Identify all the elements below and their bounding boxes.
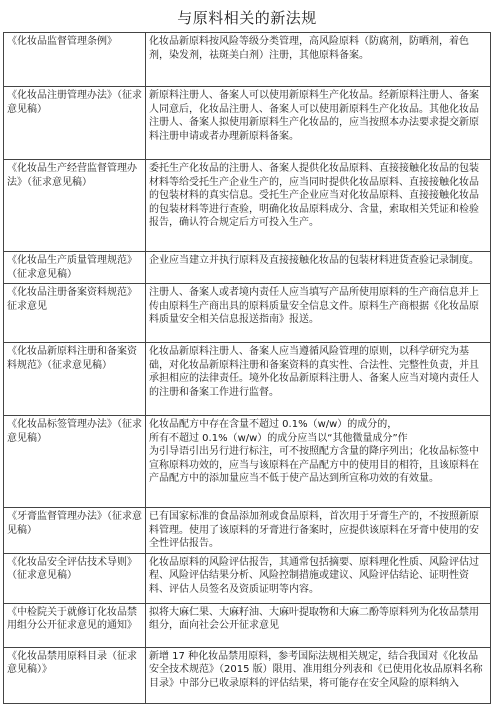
regulation-name: 《牙膏监督管理办法》（征求意见稿） <box>4 508 146 554</box>
regulation-name: 《中检院关于就修订化妆品禁用组分公开征求意见的通知》 <box>4 603 146 647</box>
regulation-content: 化妆品配方中存在含量不超过 0.1%（w/w）的成分的， 所有不超过 0.1%（w/w）的成分应当以“其他微量成分”作 为引导语引出另行进行标注，可不按照配方含量的降序列出；化妆品标签中宣称原料功效的，应当与该原料在产品配方中的使用目的相符，且该原料在产品配方中的添加量应当不低于使产品达到所宣称功效的有效量。 <box>146 416 491 508</box>
table-row <box>4 160 491 252</box>
regulation-content: 注册人、备案人或者境内责任人应当填写产品所使用原料的生产商信息并上传由原料生产商出具的原料质量安全信息文件。原料生产商根据《化妆品原料质量安全相关信息报送指南》报送。 <box>146 284 491 343</box>
regulation-content: 新增 17 种化妆品禁用原料，参考国际法规相关规定，结合我国对《化妆品安全技术规范》（2015 版）限用、准用组分列表和《已使用化妆品原料名称目录》中部分已收录原料的评估结果，将可能存在安全风险的原料纳入 <box>146 647 491 703</box>
regulation-name: 《化妆品标签管理办法》（征求意见稿） <box>4 416 146 508</box>
regulation-name: 《化妆品禁用原料目录（征求意见稿）》 <box>4 647 146 703</box>
table-row <box>4 553 491 603</box>
page-title: 与原料相关的新法规 <box>177 9 317 27</box>
regulation-content: 化妆品新原料按风险等级分类管理，高风险原料（防腐剂，防晒剂，着色剂，染发剂，祛斑美白剂）注册，其他原料备案。 <box>146 33 491 87</box>
regulation-content: 企业应当建立并执行原料及直接接触化妆品的包装材料进货查验记录制度。 <box>146 252 491 284</box>
regulation-name: 《化妆品生产经营监督管理办法》（征求意见稿） <box>4 160 146 252</box>
table-row <box>4 647 491 703</box>
regulations-table <box>3 32 491 704</box>
table-row <box>4 284 491 343</box>
regulation-name: 《化妆品生产质量管理规范》（征求意见稿） <box>4 252 146 284</box>
regulation-content: 已有国家标准的食品添加剂或食品原料，首次用于牙膏生产的，不按照新原料管理。使用了该原料的牙膏进行备案时，应提供该原料在牙膏中使用的安全性评估报告。 <box>146 508 491 554</box>
regulation-content: 新原料注册人、备案人可以使用新原料生产化妆品。经新原料注册人、备案人同意后，化妆品注册人、备案人可以使用新原料生产化妆品。其他化妆品注册人、备案人拟使用新原料生产化妆品的，应当按照本办法要求提交新原料注册申请或者办理新原料备案。 <box>146 87 491 160</box>
table-row <box>4 87 491 160</box>
regulation-name: 《化妆品新原料注册和备案资料规范》（征求意见稿） <box>4 343 146 416</box>
regulation-name: 《化妆品安全评估技术导则》（征求意见稿） <box>4 553 146 603</box>
table-row <box>4 343 491 416</box>
table-row <box>4 416 491 508</box>
regulation-content: 化妆品原料的风险评估报告，其通常包括摘要、原料理化性质、风险评估过程、风险评估结果分析、风险控制措施或建议、风险评估结论、证明性资料、评估人员签名及资质证明等内容。 <box>146 553 491 603</box>
regulation-name: 《化妆品注册备案资料规范》征求意见 <box>4 284 146 343</box>
regulations-table-body <box>4 33 491 704</box>
table-row <box>4 252 491 284</box>
regulation-name: 《化妆品注册管理办法》（征求意见稿） <box>4 87 146 160</box>
table-row <box>4 603 491 647</box>
regulation-name: 《化妆品监督管理条例》 <box>4 33 146 87</box>
regulation-content: 化妆品新原料注册人、备案人应当遵循风险管理的原则，以科学研究为基础，对化妆品新原料注册和备案资料的真实性、合法性、完整性负责，并且承担相应的法律责任。境外化妆品新原料注册人、备案人应当对境内责任人的注册和备案工作进行监督。 <box>146 343 491 416</box>
regulation-content: 委托生产化妆品的注册人、备案人提供化妆品原料、直接接触化妆品的包装材料等给受托生产企业生产的，应当同时提供化妆品原料、直接接触化妆品的包装材料的真实信息。受托生产企业应当对化妆品原料、直接接触化妆品的包装材料等进行查验，明确化妆品原料成分、含量，索取相关凭证和检验报告，确认符合规定后方可投入生产。 <box>146 160 491 252</box>
table-row <box>4 33 491 87</box>
regulation-content: 拟将大麻仁果、大麻籽油、大麻叶提取物和大麻二酚等原料列为化妆品禁用组分，面向社会公开征求意见 <box>146 603 491 647</box>
table-row <box>4 508 491 554</box>
